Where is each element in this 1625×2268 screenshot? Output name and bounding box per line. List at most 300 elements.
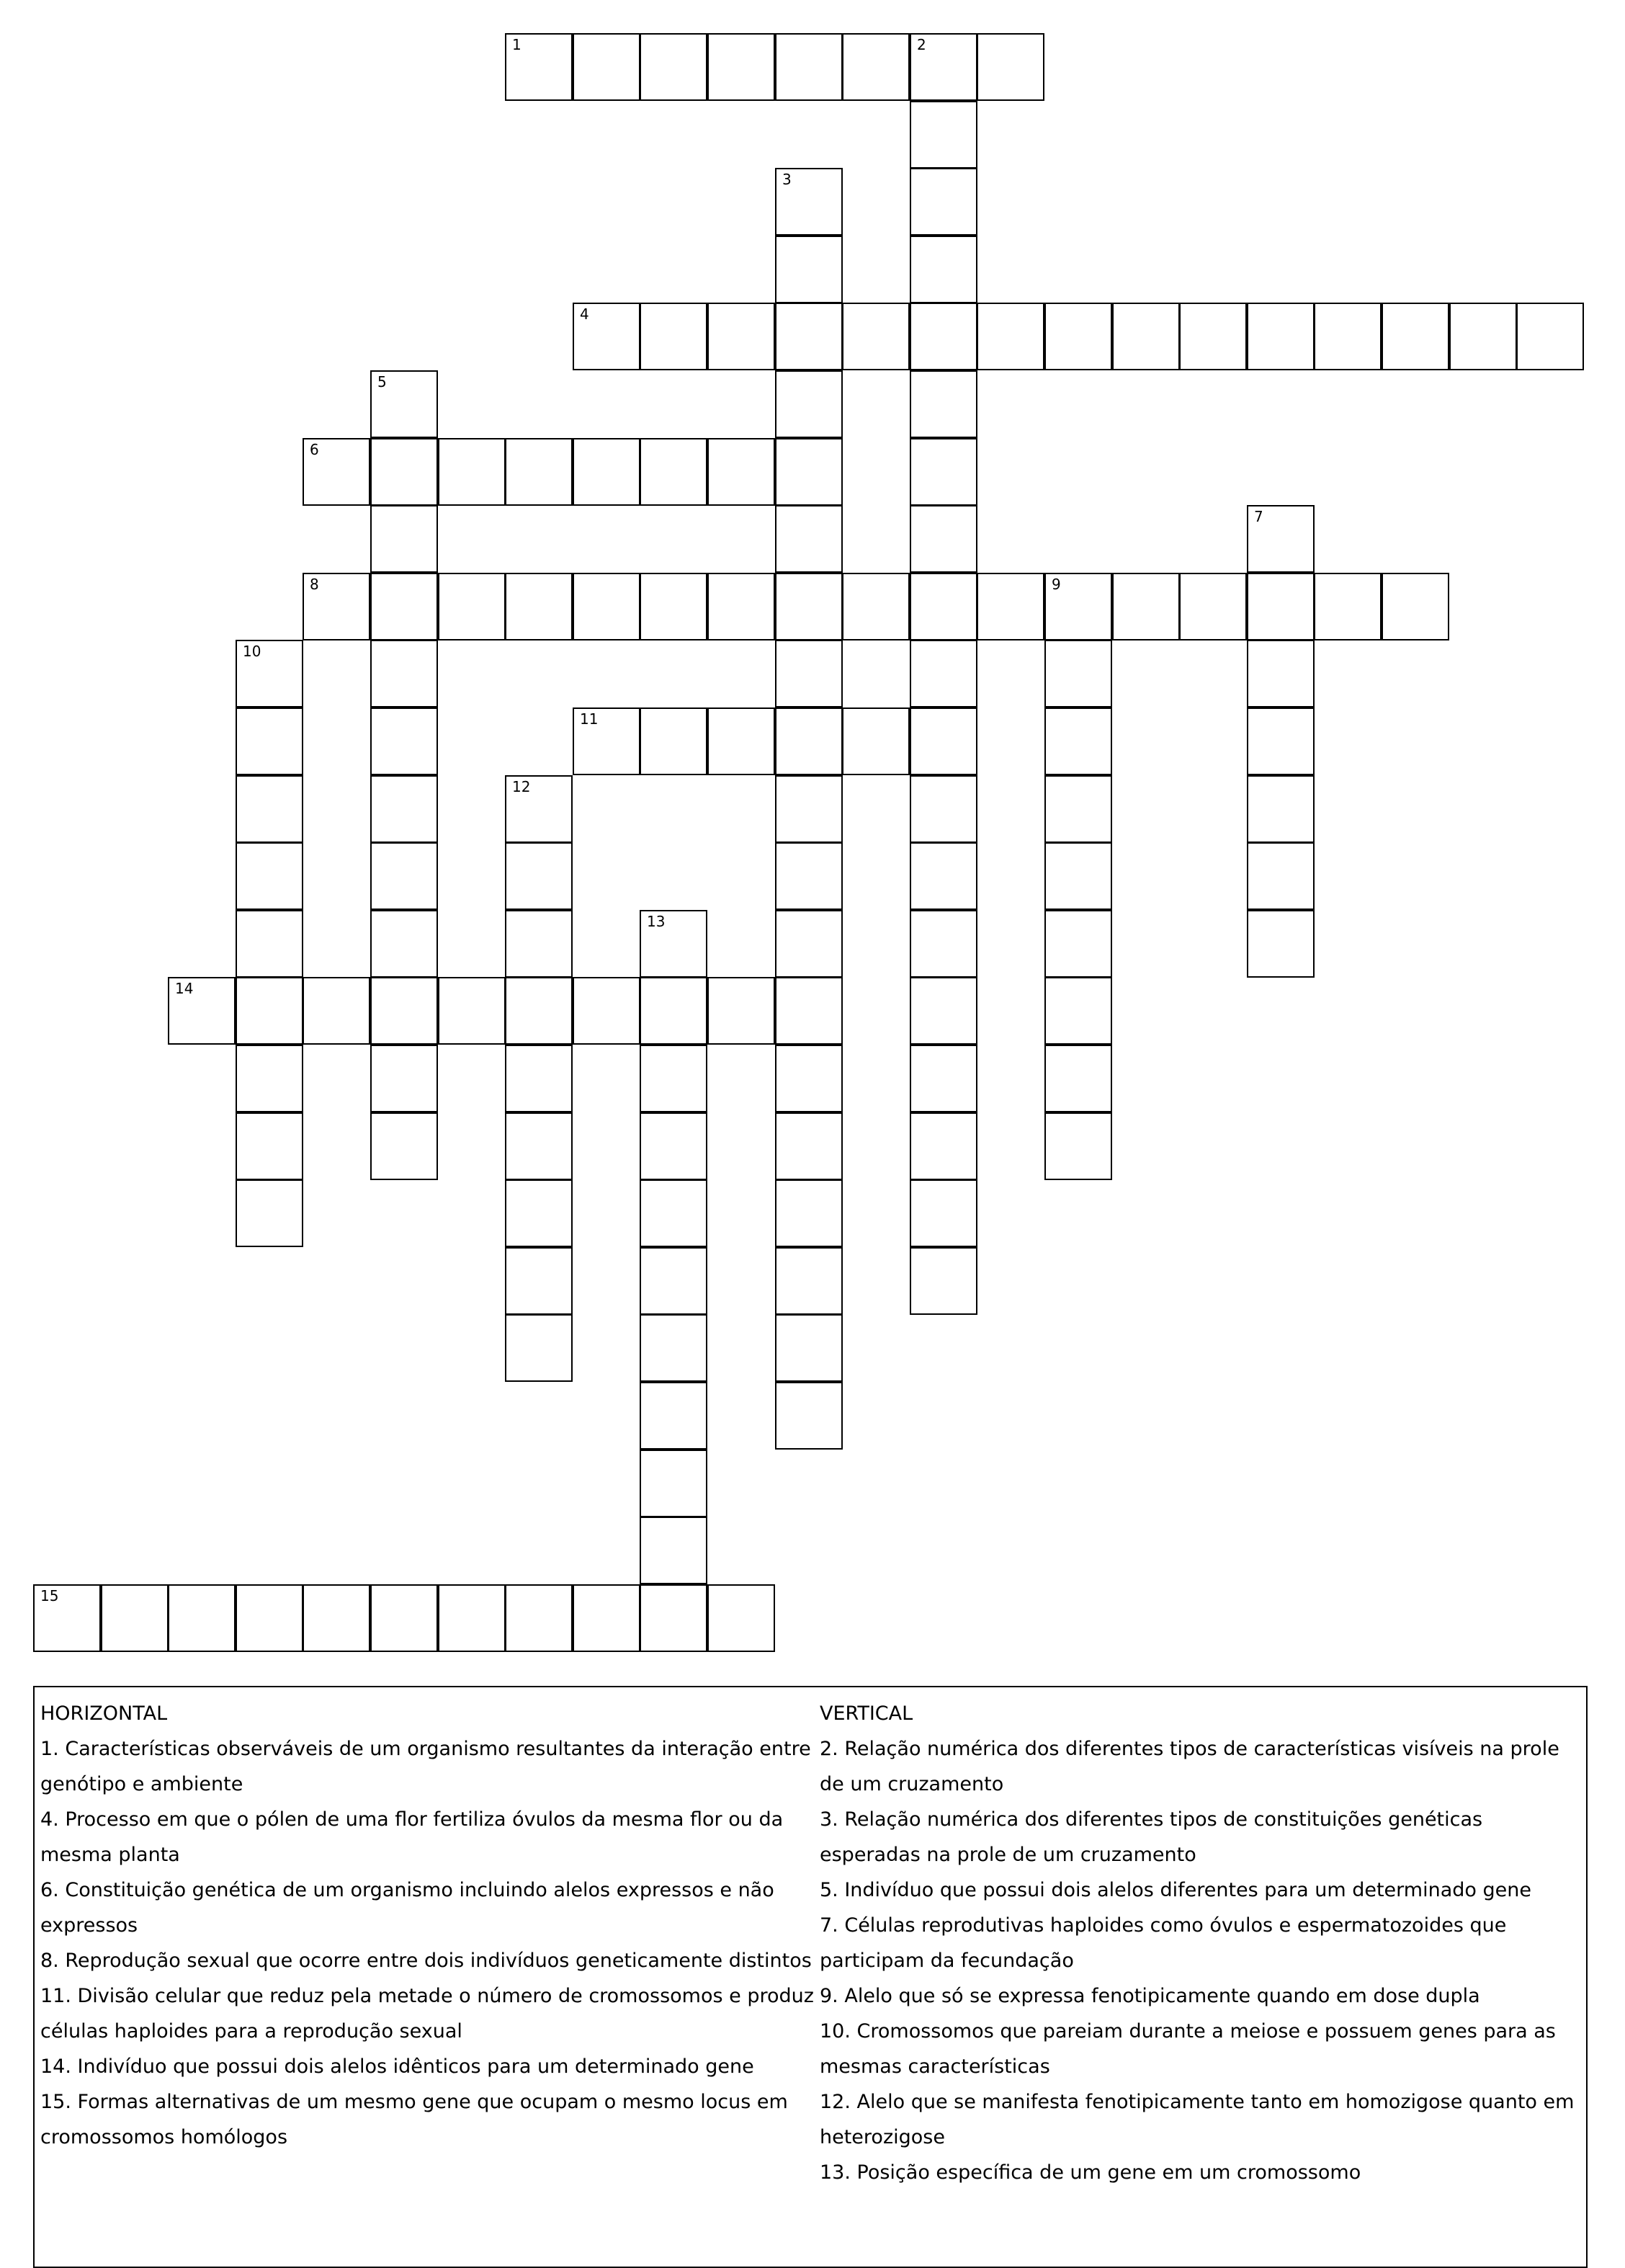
cell-letter-input[interactable]	[911, 844, 976, 908]
grid-cell[interactable]	[910, 505, 977, 573]
grid-cell[interactable]	[910, 1179, 977, 1247]
grid-cell[interactable]	[707, 33, 775, 101]
cell-letter-input[interactable]	[709, 1586, 774, 1651]
grid-cell[interactable]	[505, 775, 573, 843]
grid-cell[interactable]	[236, 1045, 303, 1112]
grid-cell[interactable]	[775, 370, 843, 438]
grid-cell[interactable]	[775, 640, 843, 707]
grid-cell[interactable]	[303, 1584, 370, 1652]
cell-letter-input[interactable]	[776, 709, 841, 774]
cell-letter-input[interactable]	[237, 1586, 302, 1651]
grid-cell[interactable]	[910, 1045, 977, 1112]
grid-cell[interactable]	[775, 707, 843, 775]
cell-letter-input[interactable]	[641, 439, 706, 504]
grid-cell[interactable]	[1044, 842, 1112, 910]
cell-letter-input[interactable]	[1248, 641, 1313, 706]
grid-cell[interactable]	[438, 977, 506, 1045]
grid-cell[interactable]	[775, 1382, 843, 1450]
grid-cell[interactable]	[842, 707, 910, 775]
grid-cell[interactable]	[640, 707, 707, 775]
cell-letter-input[interactable]	[1046, 978, 1111, 1043]
cell-letter-input[interactable]	[641, 1383, 706, 1448]
cell-letter-input[interactable]	[641, 574, 706, 639]
grid-cell[interactable]	[1247, 303, 1315, 370]
grid-cell[interactable]	[1044, 977, 1112, 1045]
grid-cell[interactable]	[1314, 303, 1382, 370]
grid-cell[interactable]	[505, 842, 573, 910]
cell-letter-input[interactable]	[911, 304, 976, 369]
grid-cell[interactable]	[640, 1584, 707, 1652]
grid-cell[interactable]	[1247, 775, 1315, 843]
grid-cell[interactable]	[370, 707, 438, 775]
cell-letter-input[interactable]	[574, 35, 639, 99]
cell-letter-input[interactable]	[709, 439, 774, 504]
cell-letter-input[interactable]	[439, 1586, 504, 1651]
cell-letter-input[interactable]	[1518, 304, 1583, 369]
grid-cell[interactable]	[775, 842, 843, 910]
cell-letter-input[interactable]	[641, 1518, 706, 1583]
grid-cell[interactable]	[707, 707, 775, 775]
cell-letter-input[interactable]	[1248, 844, 1313, 908]
cell-letter-input[interactable]	[439, 978, 504, 1043]
cell-letter-input[interactable]	[911, 237, 976, 302]
cell-letter-input[interactable]	[776, 1249, 841, 1313]
cell-letter-input[interactable]	[1248, 777, 1313, 841]
grid-cell[interactable]	[640, 438, 707, 506]
cell-letter-input[interactable]	[911, 1249, 976, 1313]
cell-letter-input[interactable]	[506, 978, 571, 1043]
grid-cell[interactable]	[1516, 303, 1584, 370]
grid-cell[interactable]	[1247, 910, 1315, 978]
grid-cell[interactable]	[1179, 573, 1247, 640]
cell-letter-input[interactable]	[1248, 709, 1313, 774]
grid-cell[interactable]	[370, 505, 438, 573]
grid-cell[interactable]	[438, 1584, 506, 1652]
grid-cell[interactable]	[775, 236, 843, 303]
grid-cell[interactable]	[236, 1112, 303, 1180]
cell-letter-input[interactable]	[1181, 304, 1245, 369]
grid-cell[interactable]	[707, 303, 775, 370]
cell-letter-input[interactable]	[237, 911, 302, 976]
cell-letter-input[interactable]	[304, 439, 369, 504]
grid-cell[interactable]	[1044, 640, 1112, 707]
cell-letter-input[interactable]	[911, 641, 976, 706]
grid-cell[interactable]	[573, 573, 640, 640]
grid-cell[interactable]	[505, 977, 573, 1045]
cell-letter-input[interactable]	[1046, 709, 1111, 774]
grid-cell[interactable]	[505, 1112, 573, 1180]
cell-letter-input[interactable]	[506, 844, 571, 908]
grid-cell[interactable]	[505, 1314, 573, 1382]
cell-letter-input[interactable]	[776, 372, 841, 437]
cell-letter-input[interactable]	[709, 574, 774, 639]
grid-cell[interactable]	[640, 1112, 707, 1180]
cell-letter-input[interactable]	[911, 35, 976, 99]
cell-letter-input[interactable]	[1248, 304, 1313, 369]
grid-cell[interactable]	[370, 438, 438, 506]
grid-cell[interactable]	[370, 842, 438, 910]
cell-letter-input[interactable]	[911, 372, 976, 437]
cell-letter-input[interactable]	[1046, 911, 1111, 976]
grid-cell[interactable]	[505, 910, 573, 978]
cell-letter-input[interactable]	[641, 1046, 706, 1111]
grid-cell[interactable]	[303, 977, 370, 1045]
cell-letter-input[interactable]	[843, 35, 908, 99]
cell-letter-input[interactable]	[372, 709, 437, 774]
grid-cell[interactable]	[910, 977, 977, 1045]
grid-cell[interactable]	[910, 1112, 977, 1180]
cell-letter-input[interactable]	[372, 1114, 437, 1179]
cell-letter-input[interactable]	[439, 574, 504, 639]
cell-letter-input[interactable]	[506, 1046, 571, 1111]
grid-cell[interactable]	[640, 910, 707, 978]
cell-letter-input[interactable]	[641, 1249, 706, 1313]
cell-letter-input[interactable]	[776, 1383, 841, 1448]
grid-cell[interactable]	[573, 438, 640, 506]
grid-cell[interactable]	[505, 438, 573, 506]
cell-letter-input[interactable]	[506, 1114, 571, 1179]
cell-letter-input[interactable]	[506, 1316, 571, 1380]
cell-letter-input[interactable]	[169, 1586, 234, 1651]
cell-letter-input[interactable]	[506, 1249, 571, 1313]
cell-letter-input[interactable]	[237, 709, 302, 774]
grid-cell[interactable]	[370, 910, 438, 978]
grid-cell[interactable]	[1044, 910, 1112, 978]
grid-cell[interactable]	[1247, 842, 1315, 910]
grid-cell[interactable]	[1179, 303, 1247, 370]
cell-letter-input[interactable]	[911, 169, 976, 234]
cell-letter-input[interactable]	[911, 506, 976, 571]
grid-cell[interactable]	[775, 505, 843, 573]
grid-cell[interactable]	[910, 303, 977, 370]
cell-letter-input[interactable]	[574, 574, 639, 639]
cell-letter-input[interactable]	[911, 1046, 976, 1111]
cell-letter-input[interactable]	[776, 1316, 841, 1380]
cell-letter-input[interactable]	[641, 709, 706, 774]
grid-cell[interactable]	[236, 1584, 303, 1652]
cell-letter-input[interactable]	[776, 978, 841, 1043]
grid-cell[interactable]	[775, 573, 843, 640]
cell-letter-input[interactable]	[641, 304, 706, 369]
grid-cell[interactable]	[370, 1045, 438, 1112]
grid-cell[interactable]	[1247, 505, 1315, 573]
grid-cell[interactable]	[775, 438, 843, 506]
cell-letter-input[interactable]	[776, 304, 841, 369]
cell-letter-input[interactable]	[776, 574, 841, 639]
cell-letter-input[interactable]	[1383, 574, 1448, 639]
grid-cell[interactable]	[707, 438, 775, 506]
cell-letter-input[interactable]	[1181, 574, 1245, 639]
grid-cell[interactable]	[1382, 573, 1449, 640]
grid-cell[interactable]	[1247, 707, 1315, 775]
grid-cell[interactable]	[910, 168, 977, 236]
cell-letter-input[interactable]	[776, 641, 841, 706]
grid-cell[interactable]	[1247, 640, 1315, 707]
grid-cell[interactable]	[910, 101, 977, 169]
cell-letter-input[interactable]	[506, 35, 571, 99]
grid-cell[interactable]	[910, 438, 977, 506]
cell-letter-input[interactable]	[372, 844, 437, 908]
grid-cell[interactable]	[303, 438, 370, 506]
cell-letter-input[interactable]	[911, 1114, 976, 1179]
grid-cell[interactable]	[775, 303, 843, 370]
cell-letter-input[interactable]	[1114, 304, 1178, 369]
grid-cell[interactable]	[640, 1382, 707, 1450]
cell-letter-input[interactable]	[1046, 304, 1111, 369]
grid-cell[interactable]	[775, 1179, 843, 1247]
cell-letter-input[interactable]	[372, 777, 437, 841]
cell-letter-input[interactable]	[1114, 574, 1178, 639]
grid-cell[interactable]	[775, 168, 843, 236]
cell-letter-input[interactable]	[776, 911, 841, 976]
grid-cell[interactable]	[775, 775, 843, 843]
grid-cell[interactable]	[573, 707, 640, 775]
cell-letter-input[interactable]	[776, 506, 841, 571]
grid-cell[interactable]	[707, 1584, 775, 1652]
cell-letter-input[interactable]	[911, 978, 976, 1043]
cell-letter-input[interactable]	[439, 439, 504, 504]
grid-cell[interactable]	[370, 977, 438, 1045]
cell-letter-input[interactable]	[372, 641, 437, 706]
cell-letter-input[interactable]	[169, 978, 234, 1043]
grid-cell[interactable]	[640, 1314, 707, 1382]
cell-letter-input[interactable]	[506, 911, 571, 976]
cell-letter-input[interactable]	[574, 439, 639, 504]
grid-cell[interactable]	[236, 775, 303, 843]
cell-letter-input[interactable]	[35, 1586, 99, 1651]
grid-cell[interactable]	[370, 640, 438, 707]
cell-letter-input[interactable]	[641, 1114, 706, 1179]
grid-cell[interactable]	[303, 573, 370, 640]
grid-cell[interactable]	[505, 1247, 573, 1315]
cell-letter-input[interactable]	[237, 777, 302, 841]
cell-letter-input[interactable]	[304, 1586, 369, 1651]
cell-letter-input[interactable]	[1248, 911, 1313, 976]
grid-cell[interactable]	[573, 303, 640, 370]
cell-letter-input[interactable]	[709, 709, 774, 774]
cell-letter-input[interactable]	[1315, 574, 1380, 639]
grid-cell[interactable]	[168, 1584, 236, 1652]
grid-cell[interactable]	[775, 33, 843, 101]
grid-cell[interactable]	[842, 573, 910, 640]
cell-letter-input[interactable]	[776, 439, 841, 504]
grid-cell[interactable]	[1382, 303, 1449, 370]
cell-letter-input[interactable]	[1046, 641, 1111, 706]
cell-letter-input[interactable]	[506, 777, 571, 841]
grid-cell[interactable]	[370, 573, 438, 640]
grid-cell[interactable]	[33, 1584, 101, 1652]
grid-cell[interactable]	[573, 1584, 640, 1652]
grid-cell[interactable]	[977, 573, 1044, 640]
cell-letter-input[interactable]	[506, 574, 571, 639]
cell-letter-input[interactable]	[1046, 574, 1111, 639]
grid-cell[interactable]	[1112, 573, 1180, 640]
grid-cell[interactable]	[640, 1247, 707, 1315]
cell-letter-input[interactable]	[641, 1316, 706, 1380]
cell-letter-input[interactable]	[843, 709, 908, 774]
cell-letter-input[interactable]	[776, 844, 841, 908]
cell-letter-input[interactable]	[978, 35, 1043, 99]
cell-letter-input[interactable]	[776, 1046, 841, 1111]
grid-cell[interactable]	[977, 33, 1044, 101]
grid-cell[interactable]	[910, 707, 977, 775]
grid-cell[interactable]	[910, 1247, 977, 1315]
grid-cell[interactable]	[505, 1584, 573, 1652]
cell-letter-input[interactable]	[978, 304, 1043, 369]
cell-letter-input[interactable]	[1383, 304, 1448, 369]
cell-letter-input[interactable]	[709, 35, 774, 99]
grid-cell[interactable]	[640, 1517, 707, 1584]
grid-cell[interactable]	[707, 573, 775, 640]
cell-letter-input[interactable]	[506, 1181, 571, 1246]
cell-letter-input[interactable]	[506, 439, 571, 504]
cell-letter-input[interactable]	[709, 978, 774, 1043]
cell-letter-input[interactable]	[911, 102, 976, 167]
grid-cell[interactable]	[505, 1179, 573, 1247]
cell-letter-input[interactable]	[641, 978, 706, 1043]
cell-letter-input[interactable]	[237, 1181, 302, 1246]
cell-letter-input[interactable]	[372, 372, 437, 437]
grid-cell[interactable]	[910, 640, 977, 707]
grid-cell[interactable]	[1044, 303, 1112, 370]
grid-cell[interactable]	[640, 1450, 707, 1517]
grid-cell[interactable]	[910, 33, 977, 101]
grid-cell[interactable]	[1044, 1112, 1112, 1180]
cell-letter-input[interactable]	[237, 641, 302, 706]
grid-cell[interactable]	[640, 1045, 707, 1112]
grid-cell[interactable]	[236, 1179, 303, 1247]
cell-letter-input[interactable]	[911, 1181, 976, 1246]
cell-letter-input[interactable]	[911, 911, 976, 976]
grid-cell[interactable]	[640, 573, 707, 640]
cell-letter-input[interactable]	[574, 304, 639, 369]
grid-cell[interactable]	[370, 1584, 438, 1652]
grid-cell[interactable]	[910, 910, 977, 978]
grid-cell[interactable]	[236, 707, 303, 775]
grid-cell[interactable]	[505, 33, 573, 101]
cell-letter-input[interactable]	[372, 1586, 437, 1651]
grid-cell[interactable]	[236, 910, 303, 978]
cell-letter-input[interactable]	[237, 1114, 302, 1179]
grid-cell[interactable]	[977, 303, 1044, 370]
cell-letter-input[interactable]	[304, 978, 369, 1043]
grid-cell[interactable]	[370, 775, 438, 843]
grid-cell[interactable]	[640, 33, 707, 101]
cell-letter-input[interactable]	[304, 574, 369, 639]
cell-letter-input[interactable]	[776, 35, 841, 99]
grid-cell[interactable]	[640, 303, 707, 370]
cell-letter-input[interactable]	[1315, 304, 1380, 369]
grid-cell[interactable]	[1449, 303, 1517, 370]
grid-cell[interactable]	[168, 977, 236, 1045]
cell-letter-input[interactable]	[1248, 574, 1313, 639]
grid-cell[interactable]	[573, 33, 640, 101]
cell-letter-input[interactable]	[372, 506, 437, 571]
cell-letter-input[interactable]	[506, 1586, 571, 1651]
cell-letter-input[interactable]	[372, 978, 437, 1043]
cell-letter-input[interactable]	[102, 1586, 167, 1651]
cell-letter-input[interactable]	[237, 978, 302, 1043]
cell-letter-input[interactable]	[641, 1586, 706, 1651]
grid-cell[interactable]	[1044, 775, 1112, 843]
grid-cell[interactable]	[910, 370, 977, 438]
grid-cell[interactable]	[1112, 303, 1180, 370]
cell-letter-input[interactable]	[1248, 506, 1313, 571]
grid-cell[interactable]	[640, 1179, 707, 1247]
grid-cell[interactable]	[910, 775, 977, 843]
grid-cell[interactable]	[505, 573, 573, 640]
cell-letter-input[interactable]	[574, 978, 639, 1043]
grid-cell[interactable]	[505, 1045, 573, 1112]
cell-letter-input[interactable]	[776, 777, 841, 841]
cell-letter-input[interactable]	[911, 709, 976, 774]
cell-letter-input[interactable]	[1046, 1114, 1111, 1179]
grid-cell[interactable]	[640, 977, 707, 1045]
grid-cell[interactable]	[236, 842, 303, 910]
grid-cell[interactable]	[1044, 1045, 1112, 1112]
cell-letter-input[interactable]	[776, 237, 841, 302]
grid-cell[interactable]	[1314, 573, 1382, 640]
grid-cell[interactable]	[842, 33, 910, 101]
cell-letter-input[interactable]	[1451, 304, 1516, 369]
cell-letter-input[interactable]	[911, 439, 976, 504]
grid-cell[interactable]	[236, 640, 303, 707]
grid-cell[interactable]	[1247, 573, 1315, 640]
grid-cell[interactable]	[775, 1314, 843, 1382]
cell-letter-input[interactable]	[372, 574, 437, 639]
grid-cell[interactable]	[438, 573, 506, 640]
cell-letter-input[interactable]	[911, 574, 976, 639]
cell-letter-input[interactable]	[776, 169, 841, 234]
grid-cell[interactable]	[842, 303, 910, 370]
grid-cell[interactable]	[1044, 707, 1112, 775]
grid-cell[interactable]	[438, 438, 506, 506]
grid-cell[interactable]	[573, 977, 640, 1045]
grid-cell[interactable]	[236, 977, 303, 1045]
cell-letter-input[interactable]	[641, 1451, 706, 1516]
grid-cell[interactable]	[370, 1112, 438, 1180]
cell-letter-input[interactable]	[843, 304, 908, 369]
cell-letter-input[interactable]	[372, 1046, 437, 1111]
grid-cell[interactable]	[910, 236, 977, 303]
cell-letter-input[interactable]	[911, 777, 976, 841]
cell-letter-input[interactable]	[709, 304, 774, 369]
cell-letter-input[interactable]	[1046, 1046, 1111, 1111]
cell-letter-input[interactable]	[237, 844, 302, 908]
cell-letter-input[interactable]	[978, 574, 1043, 639]
cell-letter-input[interactable]	[1046, 777, 1111, 841]
grid-cell[interactable]	[910, 573, 977, 640]
grid-cell[interactable]	[775, 1112, 843, 1180]
cell-letter-input[interactable]	[641, 911, 706, 976]
cell-letter-input[interactable]	[574, 1586, 639, 1651]
cell-letter-input[interactable]	[843, 574, 908, 639]
grid-cell[interactable]	[707, 977, 775, 1045]
grid-cell[interactable]	[775, 910, 843, 978]
cell-letter-input[interactable]	[776, 1114, 841, 1179]
cell-letter-input[interactable]	[641, 35, 706, 99]
grid-cell[interactable]	[775, 977, 843, 1045]
cell-letter-input[interactable]	[776, 1181, 841, 1246]
cell-letter-input[interactable]	[1046, 844, 1111, 908]
grid-cell[interactable]	[101, 1584, 169, 1652]
grid-cell[interactable]	[370, 370, 438, 438]
cell-letter-input[interactable]	[641, 1181, 706, 1246]
grid-cell[interactable]	[775, 1045, 843, 1112]
cell-letter-input[interactable]	[237, 1046, 302, 1111]
grid-cell[interactable]	[910, 842, 977, 910]
cell-letter-input[interactable]	[372, 911, 437, 976]
